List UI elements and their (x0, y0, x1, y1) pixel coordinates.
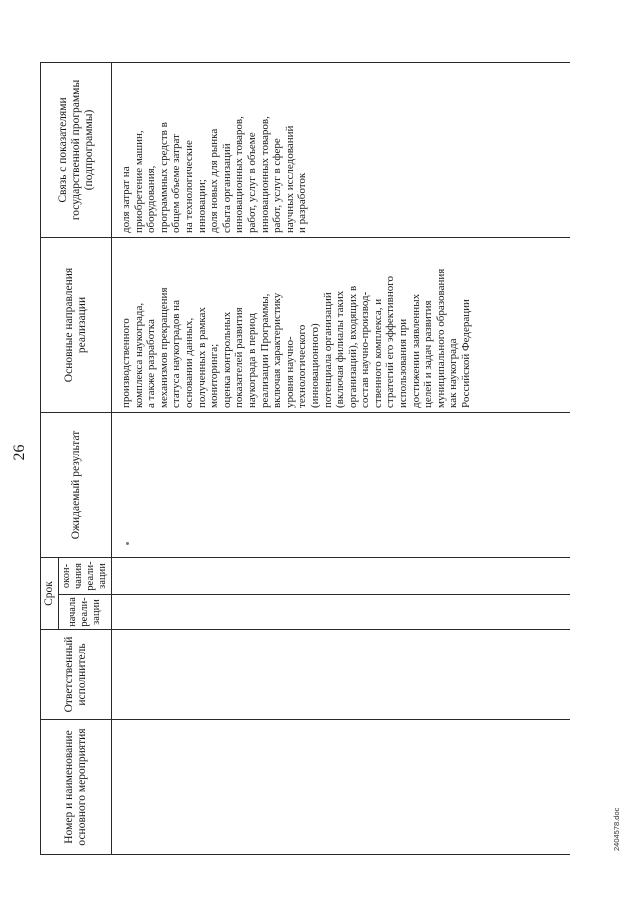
page-number: 26 (11, 444, 28, 461)
header-main-directions: Основные направления реализации (41, 237, 112, 412)
header-expected-result: Ожидаемый результат (41, 412, 112, 557)
header-indicators-link: Связь с показателями государственной программы (подпрограммы) (41, 62, 112, 237)
stray-dot-mark (126, 542, 129, 545)
header-executor: Ответственный исполнитель (41, 630, 112, 720)
header-term-start: начала реали- зации (59, 595, 112, 630)
cell-term-start (112, 595, 571, 630)
header-row (41, 62, 59, 854)
measures-table-wrap (40, 63, 608, 855)
document-id: 2404578.doc (612, 807, 621, 851)
header-term: Срок (41, 557, 59, 629)
header-measure-name: Номер и наименование основного мероприятия (41, 720, 112, 855)
cell-main-directions: производственного комплекса наукограда, а также разработка механизмов прекращения статуса наукоградов на основании данных, полученных в рамках мониторинга; оценка контрольных показателей развития наукограда в период реализации Программы, включая характеристику уровня научно- технологического (инновационного) потенциала организаций (включая филиалы таких организаций), входящих в состав научно-производ- ственного комплекса, и стратегий его эффективного использования при достижении заявленных целей и задач развития муниципального образования как наукограда Российской Федерации (112, 237, 571, 412)
cell-expected-result (112, 412, 571, 557)
cell-executor (112, 630, 571, 720)
table-row (112, 62, 571, 854)
measures-table (40, 62, 570, 855)
header-term-end: окон- чания реали- зации (59, 557, 112, 594)
cell-indicators-link: доля затрат на приобретение машин, оборудования, программных средств в общем объеме затрат на технологические инновации; доля новых для рынка сбыта организаций инновационных товаров, работ, услуг в объеме инновационных товаров, работ, услуг в сфере научных исследований и разработок (112, 62, 571, 237)
cell-term-end (112, 557, 571, 594)
cell-measure-name (112, 720, 571, 855)
